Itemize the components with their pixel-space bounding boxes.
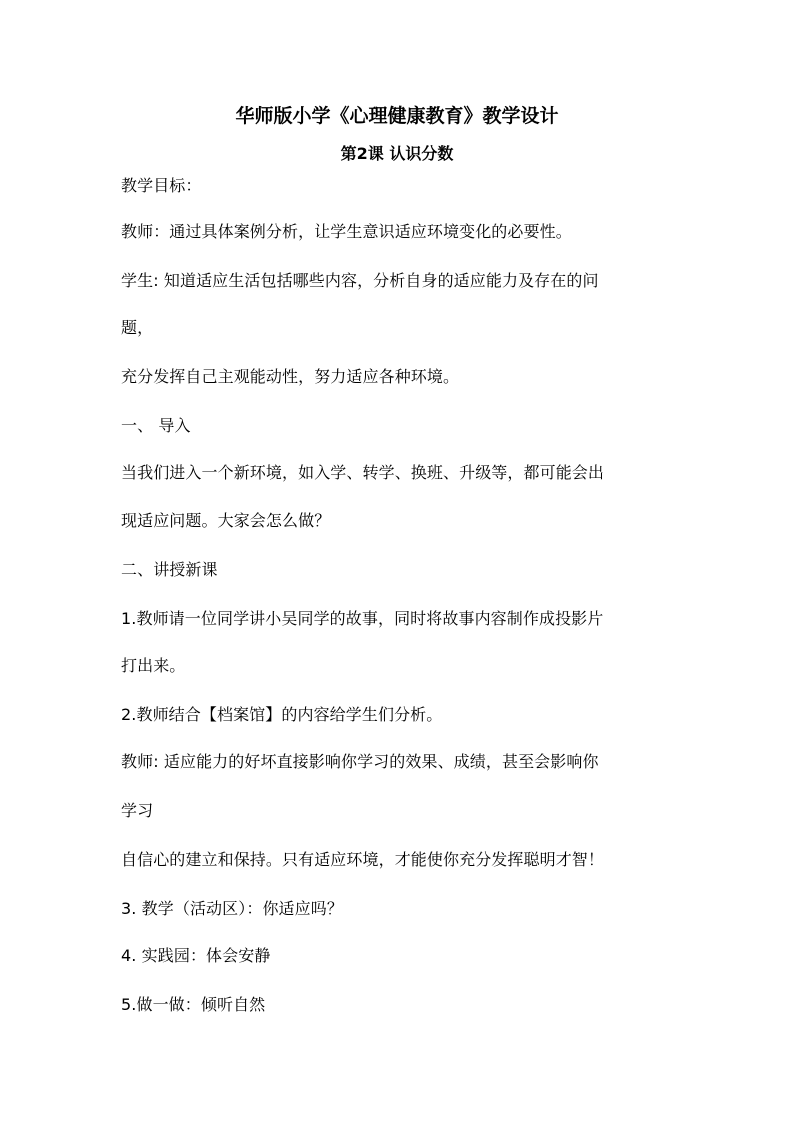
section-heading-introduction: 一、 导入 (121, 416, 191, 435)
list-item-3: 3. 教学（活动区）：你适应吗？ (121, 899, 343, 918)
paragraph-student-goal-cont: 题， (121, 318, 154, 337)
paragraph-teacher-note: 教师: 适应能力的好坏直接影响你学习的效果、成绩，甚至会影响你 (121, 752, 599, 771)
paragraph-introduction-cont: 现适应问题。大家会怎么做？ (121, 511, 331, 530)
paragraph-student-goal-cont2: 充分发挥自己主观能动性，努力适应各种环境。 (121, 367, 460, 386)
list-item-1: 1.教师请一位同学讲小吴同学的故事，同时将故事内容制作成投影片 (121, 609, 604, 628)
document-title: 华师版小学《心理健康教育》教学设计 (235, 105, 559, 127)
section-heading-new-lesson: 二、讲授新课 (121, 560, 218, 579)
list-item-2: 2.教师结合【档案馆】的内容给学生们分析。 (121, 705, 443, 724)
paragraph-teaching-goals-heading: 教学目标： (121, 176, 202, 195)
lesson-subtitle: 第2课 认识分数 (340, 144, 454, 163)
paragraph-teacher-note-cont2: 自信心的建立和保持。只有适应环境，才能使你充分发挥聪明才智！ (121, 850, 605, 869)
list-item-4: 4. 实践园：体会安静 (121, 946, 271, 965)
list-item-1-cont: 打出来。 (121, 656, 186, 675)
paragraph-teacher-goal: 教师：通过具体案例分析，让学生意识适应环境变化的必要性。 (121, 222, 572, 241)
paragraph-introduction: 当我们进入一个新环境，如入学、转学、换班、升级等，都可能会出 (121, 463, 605, 482)
list-item-5: 5.做一做：倾听自然 (121, 995, 266, 1014)
paragraph-student-goal: 学生: 知道适应生活包括哪些内容，分析自身的适应能力及存在的问 (121, 271, 599, 290)
paragraph-teacher-note-cont: 学习 (121, 801, 154, 820)
